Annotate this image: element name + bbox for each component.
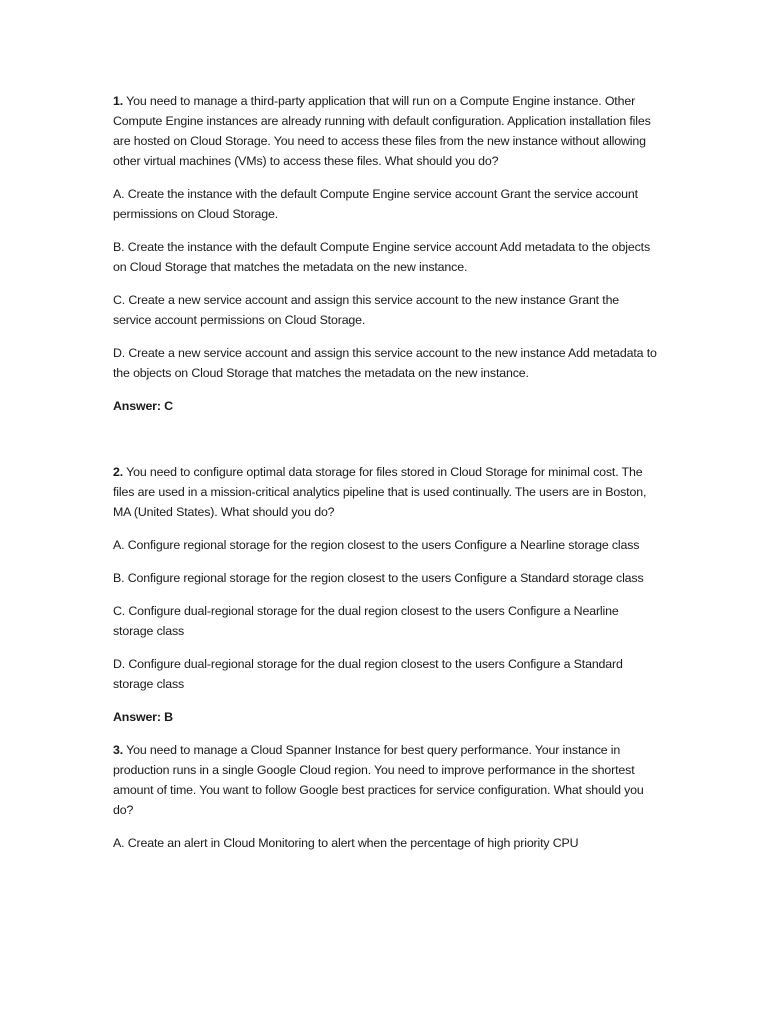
option-b: B. Configure regional storage for the region closest to the users Configure a Standard storage class xyxy=(113,571,644,585)
question-block-1 xyxy=(113,91,658,416)
document-page xyxy=(113,91,658,853)
question-number: 3. xyxy=(113,743,124,757)
option-d: D. Configure dual-regional storage for the dual region closest to the users Configure a Standard storage class xyxy=(113,657,623,691)
option-b: B. Create the instance with the default Compute Engine service account Add metadata to the objects on Cloud Storage that matches the metadata on the new instance. xyxy=(113,240,651,274)
option-c: C. Create a new service account and assign this service account to the new instance Grant the service account permissions on Cloud Storage. xyxy=(113,293,620,327)
question-number: 1. xyxy=(113,94,124,108)
question-number: 2. xyxy=(113,465,124,479)
option-c: C. Configure dual-regional storage for the dual region closest to the users Configure a Nearline storage class xyxy=(113,604,619,638)
question-text: You need to configure optimal data storage for files stored in Cloud Storage for minimal cost. The files are used in a mission-critical analytics pipeline that is used continually. The users are in Boston, MA (United States). What should you do? xyxy=(113,465,647,519)
option-a: A. Configure regional storage for the region closest to the users Configure a Nearline storage class xyxy=(113,538,640,552)
question-block-2 xyxy=(113,462,658,727)
answer: Answer: B xyxy=(113,710,173,724)
question-text: You need to manage a Cloud Spanner Instance for best query performance. Your instance in production runs in a single Google Cloud region. You need to improve performance in the shortest amount of time. You want to follow Google best practices for service configuration. What should you do? xyxy=(113,743,644,817)
option-d: D. Create a new service account and assign this service account to the new instance Add metadata to the objects on Cloud Storage that matches the metadata on the new instance. xyxy=(113,346,657,380)
question-3 xyxy=(113,740,658,820)
option-a: A. Create an alert in Cloud Monitoring to alert when the percentage of high priority CPU xyxy=(113,836,579,850)
question-block-3 xyxy=(113,740,658,853)
question-1 xyxy=(113,91,658,171)
answer: Answer: C xyxy=(113,399,173,413)
question-2 xyxy=(113,462,658,522)
option-a: A. Create the instance with the default Compute Engine service account Grant the service account permissions on Cloud Storage. xyxy=(113,187,638,221)
question-text: You need to manage a third-party application that will run on a Compute Engine instance. Other Compute Engine instances are already running with default configuration. Application installation files are hosted on Cloud Storage. You need to access these files from the new instance without allowing other virtual machines (VMs) to access these files. What should you do? xyxy=(113,94,651,168)
